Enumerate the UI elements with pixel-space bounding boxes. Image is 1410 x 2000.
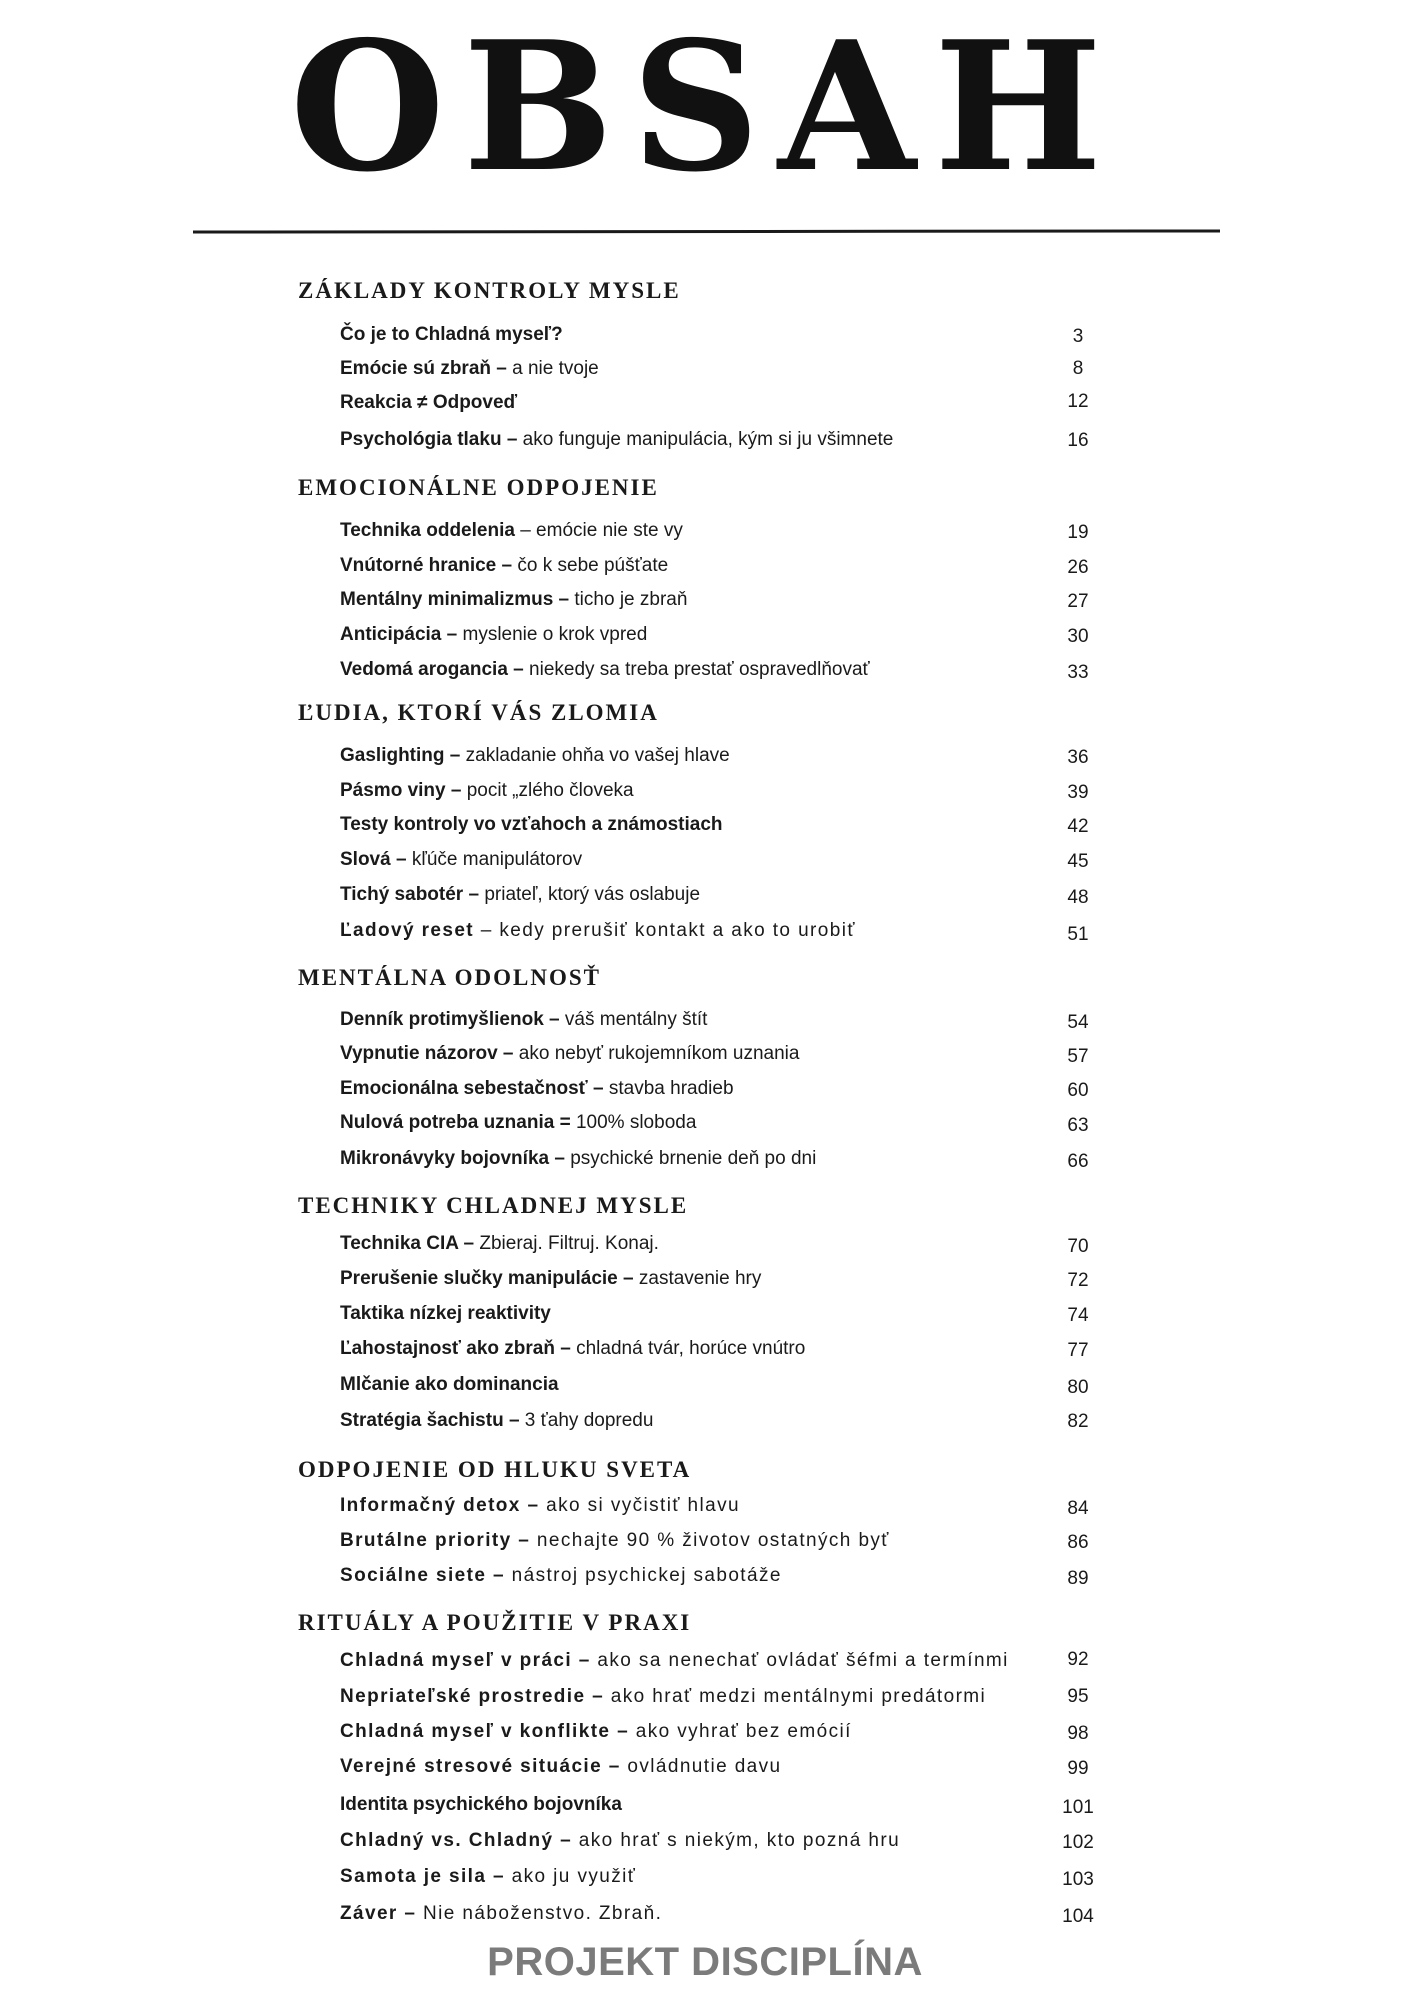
entry-subtitle: nechajte 90 % životov ostatných byť [530,1530,890,1551]
entry-title: Nulová potreba uznania = [340,1112,571,1133]
section-heading: EMOCIONÁLNE ODPOJENIE [298,475,659,500]
page-number: 72 [1067,1270,1089,1291]
toc-entry[interactable] [340,1495,740,1517]
entry-title: Gaslighting – [340,745,461,766]
entry-subtitle: psychické brnenie deň po dni [564,1148,817,1169]
toc-entry[interactable] [340,1530,890,1552]
page-number: 89 [1067,1568,1089,1589]
entry-title: Chladná myseľ v konflikte – [340,1721,630,1742]
toc-entry[interactable] [340,1903,662,1925]
page-number: 101 [1062,1797,1094,1818]
toc-entry[interactable] [340,1721,852,1743]
toc-entry[interactable] [340,358,599,380]
entry-title: Technika oddelenia [340,520,515,541]
page-number: 86 [1067,1532,1089,1553]
entry-title: Denník protimyšlienok – [340,1009,560,1030]
page-number: 82 [1067,1411,1089,1432]
toc-entry[interactable] [340,324,563,346]
entry-subtitle: ako hrať s niekým, kto pozná hru [572,1830,901,1851]
footer-brand: PROJEKT DISCIPLÍNA [487,1940,923,1984]
entry-title: Slová – [340,849,407,870]
toc-entry[interactable] [340,624,647,646]
toc-entry[interactable] [340,1756,782,1778]
entry-title: Chladná myseľ v práci – [340,1650,591,1671]
entry-title: Taktika nízkej reaktivity [340,1303,551,1324]
entry-subtitle: Zbieraj. Filtruj. Konaj. [474,1233,659,1254]
entry-title: Mentálny minimalizmus – [340,589,570,610]
entry-title: Tichý sabotér – [340,884,480,905]
page-number: 80 [1067,1377,1089,1398]
page-number: 19 [1067,522,1089,543]
entry-title: Čo je to Chladná myseľ? [340,324,563,345]
entry-title: Psychológia tlaku – [340,429,518,450]
entry-title: Reakcia ≠ Odpoveď [340,392,518,413]
entry-title: Nepriateľské prostredie – [340,1686,605,1707]
page-number: 8 [1072,358,1084,379]
toc-entry[interactable] [340,429,893,451]
page-number: 77 [1067,1340,1089,1361]
entry-subtitle: myslenie o krok vpred [457,624,648,645]
toc-entry[interactable] [340,392,517,414]
toc-entry[interactable] [340,1233,659,1255]
toc-entry[interactable] [340,1410,653,1432]
toc-entry[interactable] [340,745,730,767]
toc-entry[interactable] [340,884,700,906]
page-number: 36 [1067,747,1089,768]
toc-entry[interactable] [340,780,634,802]
section-heading: MENTÁLNA ODOLNOSŤ [298,965,602,990]
entry-title: Záver – [340,1903,417,1924]
entry-title: Emocionálna sebestačnosť – [340,1078,604,1099]
toc-entry[interactable] [340,1686,986,1708]
entry-subtitle: – emócie nie ste vy [514,520,683,541]
toc-entry[interactable] [340,814,723,836]
section-heading: TECHNIKY CHLADNEJ MYSLE [298,1193,689,1218]
page-number: 57 [1067,1046,1089,1067]
toc-entry[interactable] [340,1043,799,1065]
entry-subtitle: nástroj psychickej sabotáže [504,1565,782,1586]
entry-title: Ľadový reset [340,920,475,941]
entry-subtitle: chladná tvár, horúce vnútro [570,1338,806,1359]
page-number: 42 [1067,816,1089,837]
entry-subtitle: kľúče manipulátorov [406,849,583,870]
entry-subtitle: – kedy prerušiť kontakt a ako to urobiť [474,920,856,941]
entry-subtitle: niekedy sa treba prestať ospravedlňovať [523,659,870,680]
page-number: 102 [1062,1832,1094,1853]
toc-entry[interactable] [340,589,687,611]
entry-subtitle: ticho je zbraň [569,589,688,610]
entry-title: Chladný vs. Chladný – [340,1830,573,1851]
entry-subtitle: ako ju využiť [504,1866,637,1887]
entry-title: Informačný detox – [340,1495,540,1516]
entry-subtitle: a nie tvoje [506,358,599,379]
entry-title: Anticipácia – [340,624,458,645]
entry-subtitle: Nie náboženstvo. Zbraň. [416,1903,663,1924]
entry-title: Verejné stresové situácie – [340,1756,621,1777]
page-number: 63 [1067,1115,1089,1136]
page-number: 70 [1067,1236,1089,1257]
entry-subtitle: čo k sebe púšťate [512,555,669,576]
entry-title: Pásmo viny – [340,780,462,801]
section-heading: RITUÁLY A POUŽITIE V PRAXI [298,1610,692,1635]
page-number: 92 [1067,1649,1089,1670]
page-number: 98 [1067,1723,1089,1744]
page-number: 54 [1067,1012,1089,1033]
page-number: 104 [1062,1906,1094,1927]
page-number: 74 [1067,1305,1089,1326]
page-number: 66 [1067,1151,1089,1172]
section-heading: ODPOJENIE OD HLUKU SVETA [298,1457,692,1482]
page-number: 27 [1067,591,1089,612]
entry-subtitle: zastavenie hry [633,1268,762,1289]
toc-entry[interactable] [340,1650,1009,1672]
toc-entry[interactable] [340,1866,636,1888]
toc-entry[interactable] [340,1830,900,1852]
toc-entry[interactable] [340,1268,761,1290]
entry-subtitle: zakladanie ohňa vo vašej hlave [460,745,730,766]
toc-entry[interactable] [340,1374,559,1396]
page-number: 84 [1067,1498,1089,1519]
page-number: 26 [1067,557,1089,578]
toc-entry[interactable] [340,1794,622,1816]
toc-entry[interactable] [340,1148,816,1170]
entry-title: Brutálne priority – [340,1530,531,1551]
entry-subtitle: váš mentálny štít [559,1009,708,1030]
entry-title: Sociálne siete – [340,1565,505,1586]
toc-entry[interactable] [340,1565,782,1587]
entry-title: Emócie sú zbraň – [340,358,507,379]
entry-subtitle: 3 ťahy dopredu [519,1410,654,1431]
section-heading: ĽUDIA, KTORÍ VÁS ZLOMIA [298,700,659,725]
toc-entry[interactable] [340,849,582,871]
entry-title: Identita psychického bojovníka [340,1794,622,1815]
toc-entry[interactable] [340,1303,551,1325]
entry-title: Samota je sila – [340,1866,505,1887]
toc-entry[interactable] [340,659,870,681]
entry-title: Vnútorné hranice – [340,555,513,576]
toc-entry[interactable] [340,1078,734,1100]
entry-title: Mlčanie ako dominancia [340,1374,559,1395]
page-title: OBSAH [289,2,1121,211]
entry-title: Mikronávyky bojovníka – [340,1148,565,1169]
entry-subtitle: priateľ, ktorý vás oslabuje [479,884,701,905]
entry-title: Ľahostajnosť ako zbraň – [340,1338,571,1359]
toc-entry[interactable] [340,1009,707,1031]
entry-title: Vedomá arogancia – [340,659,524,680]
page-number: 51 [1067,924,1089,945]
section-heading: ZÁKLADY KONTROLY MYSLE [298,278,681,303]
page-number: 45 [1067,851,1089,872]
entry-subtitle: ako si vyčistiť hlavu [539,1495,740,1516]
toc-entry[interactable] [340,920,856,942]
entry-title: Prerušenie slučky manipulácie – [340,1268,634,1289]
page-number: 99 [1067,1758,1089,1779]
page-number: 48 [1067,887,1089,908]
toc-entry[interactable] [340,1338,805,1360]
entry-title: Technika CIA – [340,1233,475,1254]
entry-subtitle: ako vyhrať bez emócií [629,1721,852,1742]
entry-title: Vypnutie názorov – [340,1043,514,1064]
entry-subtitle: ako hrať medzi mentálnymi predátormi [604,1686,987,1707]
page-number: 39 [1067,782,1089,803]
page-number: 33 [1067,662,1089,683]
page-number: 30 [1067,626,1089,647]
page-number: 95 [1067,1686,1089,1707]
entry-subtitle: pocit „zlého človeka [461,780,634,801]
toc-entry[interactable] [340,1112,696,1134]
toc-entry[interactable] [340,520,683,542]
entry-subtitle: ako funguje manipulácia, kým si ju všimnete [517,429,894,450]
entry-subtitle: ovládnutie davu [620,1756,782,1777]
page-number: 103 [1062,1869,1094,1890]
page-number: 12 [1067,391,1089,412]
toc-entry[interactable] [340,555,668,577]
entry-subtitle: ako nebyť rukojemníkom uznania [513,1043,800,1064]
page-number: 60 [1067,1080,1089,1101]
entry-subtitle: stavba hradieb [603,1078,734,1099]
entry-subtitle: ako sa nenechať ovládať šéfmi a termínmi [590,1650,1009,1671]
entry-subtitle: 100% sloboda [570,1112,697,1133]
entry-title: Stratégia šachistu – [340,1410,520,1431]
page-number: 3 [1072,326,1084,347]
entry-title: Testy kontroly vo vzťahoch a známostiach [340,814,723,835]
page-number: 16 [1067,430,1089,451]
